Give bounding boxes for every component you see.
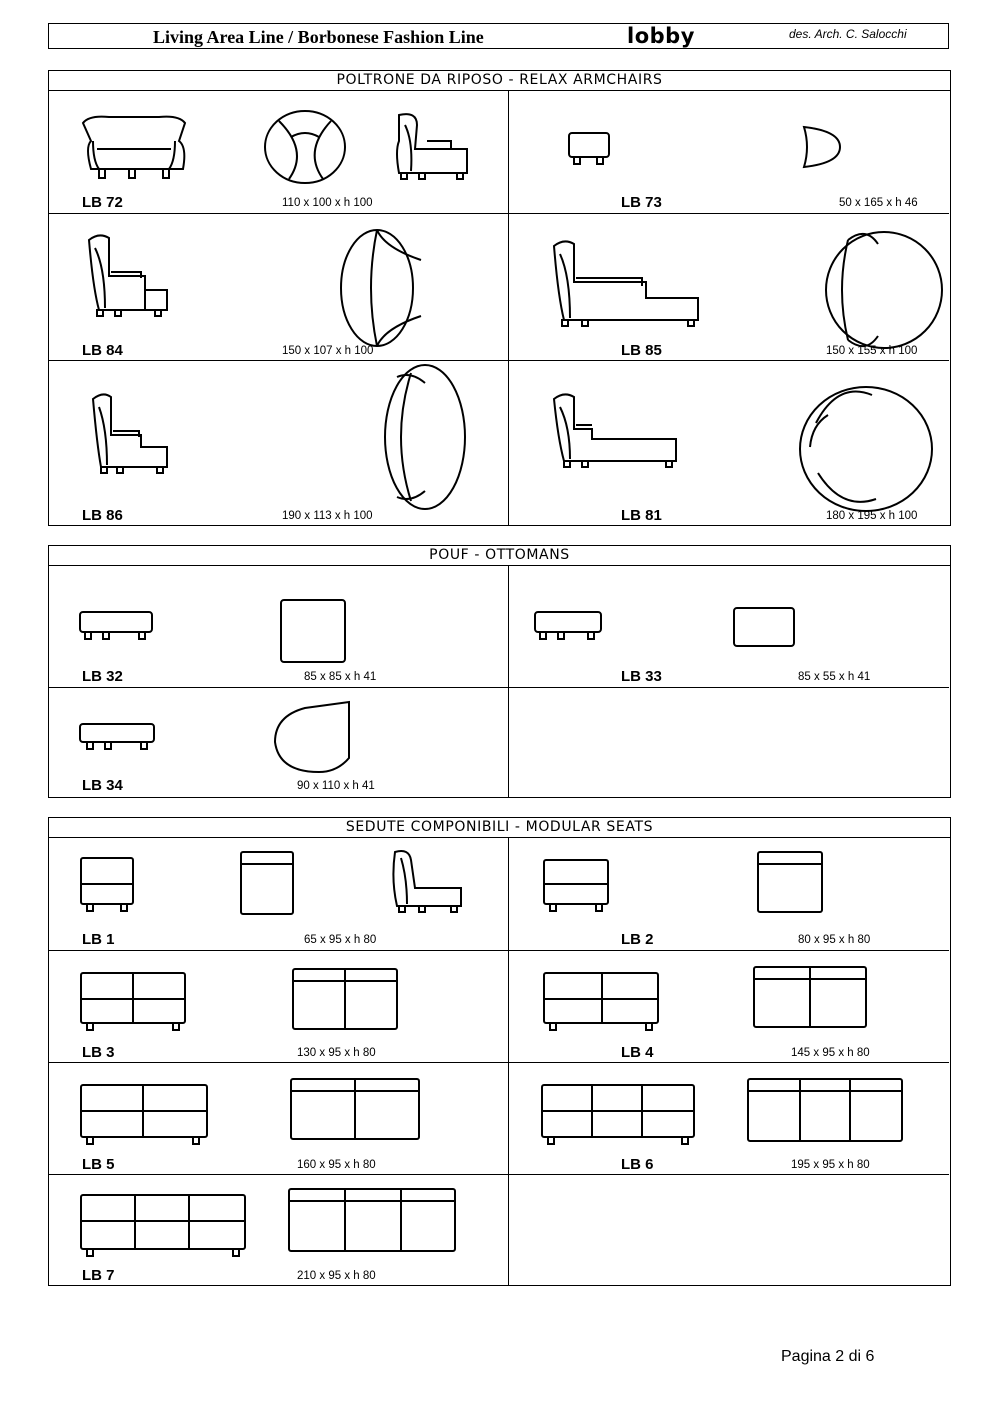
single-seat-icon — [79, 850, 479, 920]
product-code: LB 6 — [621, 1156, 654, 1173]
product-cell — [49, 688, 508, 797]
product-cell — [49, 1175, 508, 1285]
product-cell — [508, 214, 950, 360]
product-dimensions: 195 x 95 x h 80 — [791, 1159, 870, 1171]
product-cell — [49, 838, 508, 950]
product-code: LB 5 — [82, 1156, 115, 1173]
product-dimensions: 65 x 95 x h 80 — [304, 934, 377, 946]
product-code: LB 33 — [621, 668, 662, 685]
product-code: LB 34 — [82, 777, 123, 794]
product-dimensions: 150 x 107 x h 100 — [282, 345, 374, 357]
product-cell — [49, 566, 508, 687]
product-code: LB 85 — [621, 342, 662, 359]
product-dimensions: 130 x 95 x h 80 — [297, 1047, 376, 1059]
product-code: LB 1 — [82, 931, 115, 948]
product-code: LB 4 — [621, 1044, 654, 1061]
product-dimensions: 110 x 100 x h 100 — [282, 197, 373, 209]
product-dimensions: 190 x 113 x h 100 — [282, 510, 373, 522]
product-dimensions: 85 x 55 x h 41 — [798, 671, 871, 683]
product-code: LB 7 — [82, 1267, 115, 1284]
product-cell — [508, 838, 950, 950]
product-cell — [508, 1063, 950, 1174]
product-cell — [49, 91, 508, 213]
product-dimensions: 85 x 85 x h 41 — [304, 671, 377, 683]
product-code: LB 84 — [82, 342, 123, 359]
product-dimensions: 150 x 155 x h 100 — [826, 345, 918, 357]
section-title: SEDUTE COMPONIBILI - MODULAR SEATS — [49, 818, 950, 838]
product-cell — [49, 1063, 508, 1174]
modular-seats-section — [48, 817, 951, 1286]
product-cell — [49, 951, 508, 1062]
relax-armchair-icon — [79, 111, 479, 191]
brand-name: lobby — [627, 24, 695, 48]
square-pouf-icon — [79, 598, 379, 668]
round-chaise-icon — [548, 375, 948, 515]
product-cell — [508, 566, 950, 687]
product-dimensions: 160 x 95 x h 80 — [297, 1159, 376, 1171]
product-code: LB 32 — [82, 668, 123, 685]
product-dimensions: 80 x 95 x h 80 — [798, 934, 871, 946]
single-seat-icon — [542, 850, 842, 920]
relax-armchairs-section — [48, 70, 951, 526]
armchair-with-footrest-icon — [89, 371, 449, 511]
product-code: LB 72 — [82, 194, 123, 211]
product-line-title: Living Area Line / Borbonese Fashion Line — [153, 27, 484, 47]
three-seat-icon — [79, 1187, 479, 1257]
catalog-header — [48, 23, 949, 49]
product-dimensions: 210 x 95 x h 80 — [297, 1270, 376, 1282]
footrest-icon — [568, 127, 868, 177]
designer-credit: des. Arch. C. Salocchi — [789, 27, 907, 41]
product-cell — [508, 361, 950, 525]
product-dimensions: 145 x 95 x h 80 — [791, 1047, 870, 1059]
two-seat-icon — [79, 1077, 479, 1147]
section-title: POLTRONE DA RIPOSO - RELAX ARMCHAIRS — [49, 71, 950, 91]
two-seat-icon — [79, 967, 479, 1037]
product-cell — [508, 91, 950, 213]
product-dimensions: 50 x 165 x h 46 — [839, 197, 918, 209]
product-code: LB 73 — [621, 194, 662, 211]
ottomans-section — [48, 545, 951, 798]
product-code: LB 3 — [82, 1044, 115, 1061]
two-seat-icon — [542, 965, 942, 1035]
product-code: LB 86 — [82, 507, 123, 524]
section-title: POUF - OTTOMANS — [49, 546, 950, 566]
armchair-with-footrest-icon — [85, 228, 425, 340]
armchair-with-footrest-icon — [548, 226, 948, 346]
page-number: Pagina 2 di 6 — [781, 1348, 875, 1365]
three-seat-icon — [540, 1077, 940, 1147]
product-cell — [508, 951, 950, 1062]
product-code: LB 81 — [621, 507, 662, 524]
rectangular-pouf-icon — [534, 606, 834, 656]
drop-pouf-icon — [79, 700, 379, 780]
product-cell — [49, 214, 508, 360]
product-cell — [49, 361, 508, 525]
product-dimensions: 90 x 110 x h 41 — [297, 780, 375, 792]
product-dimensions: 180 x 195 x h 100 — [826, 510, 918, 522]
product-code: LB 2 — [621, 931, 654, 948]
